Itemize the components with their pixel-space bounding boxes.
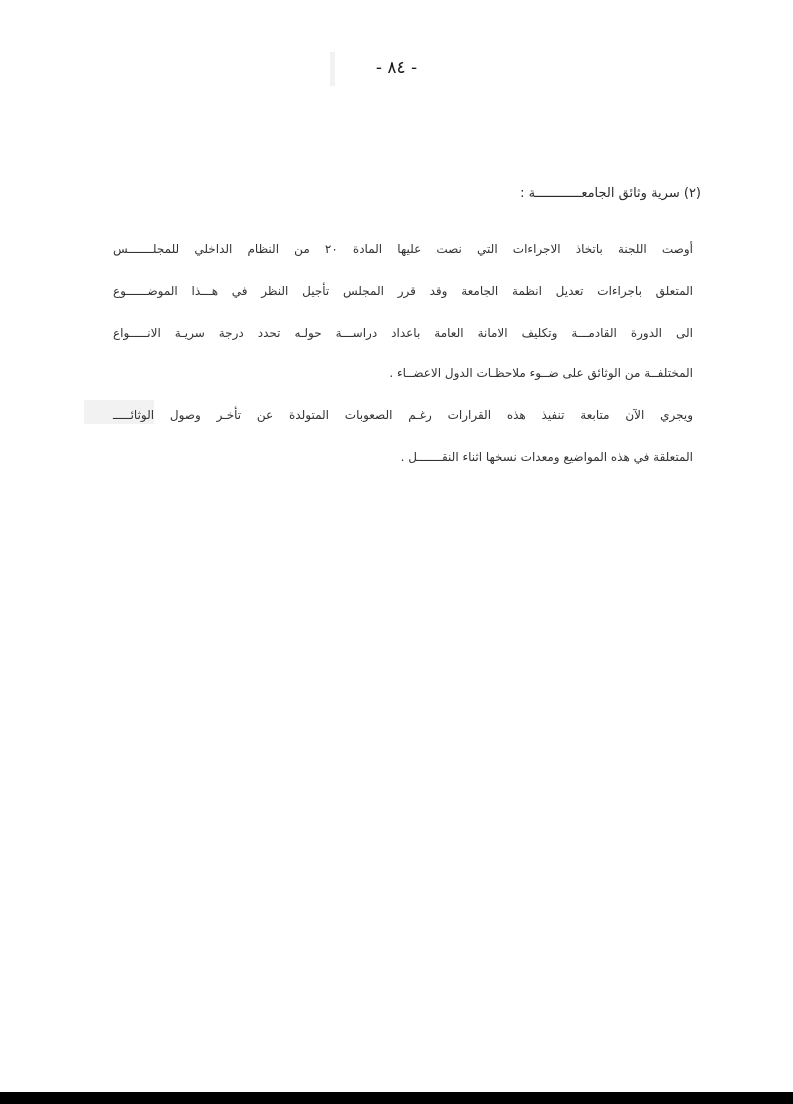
paragraph-line: الى الدورة القادمـــة وتكليف الامانة العامة باعداد دراســـة حولـه تحدد درجة سريـة الانـــــواع — [113, 326, 693, 340]
paragraph-line: المتعلق باجراءات تعديل انظمة الجامعة وقد قرر المجلس تأجيل النظر في هـــذا الموضــــــوع — [113, 284, 693, 298]
paragraph-line: أوصت اللجنة باتخاذ الاجراءات التي نصت عليها المادة ٢٠ من النظام الداخلي للمجلـــــــس — [113, 242, 693, 256]
section-heading: (٢) سرية وثائق الجامعــــــــــــة : — [520, 186, 701, 201]
paragraph-line: المختلفــة من الوثائق على ضــوء ملاحظـات الدول الاعضــاء . — [389, 366, 693, 380]
page-number: - ٨٤ - — [375, 58, 418, 78]
paragraph-line: المتعلقة في هذه المواضيع ومعدات نسخها اثناء النقـــــــل . — [400, 450, 693, 464]
paragraph-line: ويجري الآن متابعة تنفيذ هذه القرارات رغـم الصعوبات المتولدة عن تأخـر وصول الوثائـــــ — [113, 408, 693, 422]
